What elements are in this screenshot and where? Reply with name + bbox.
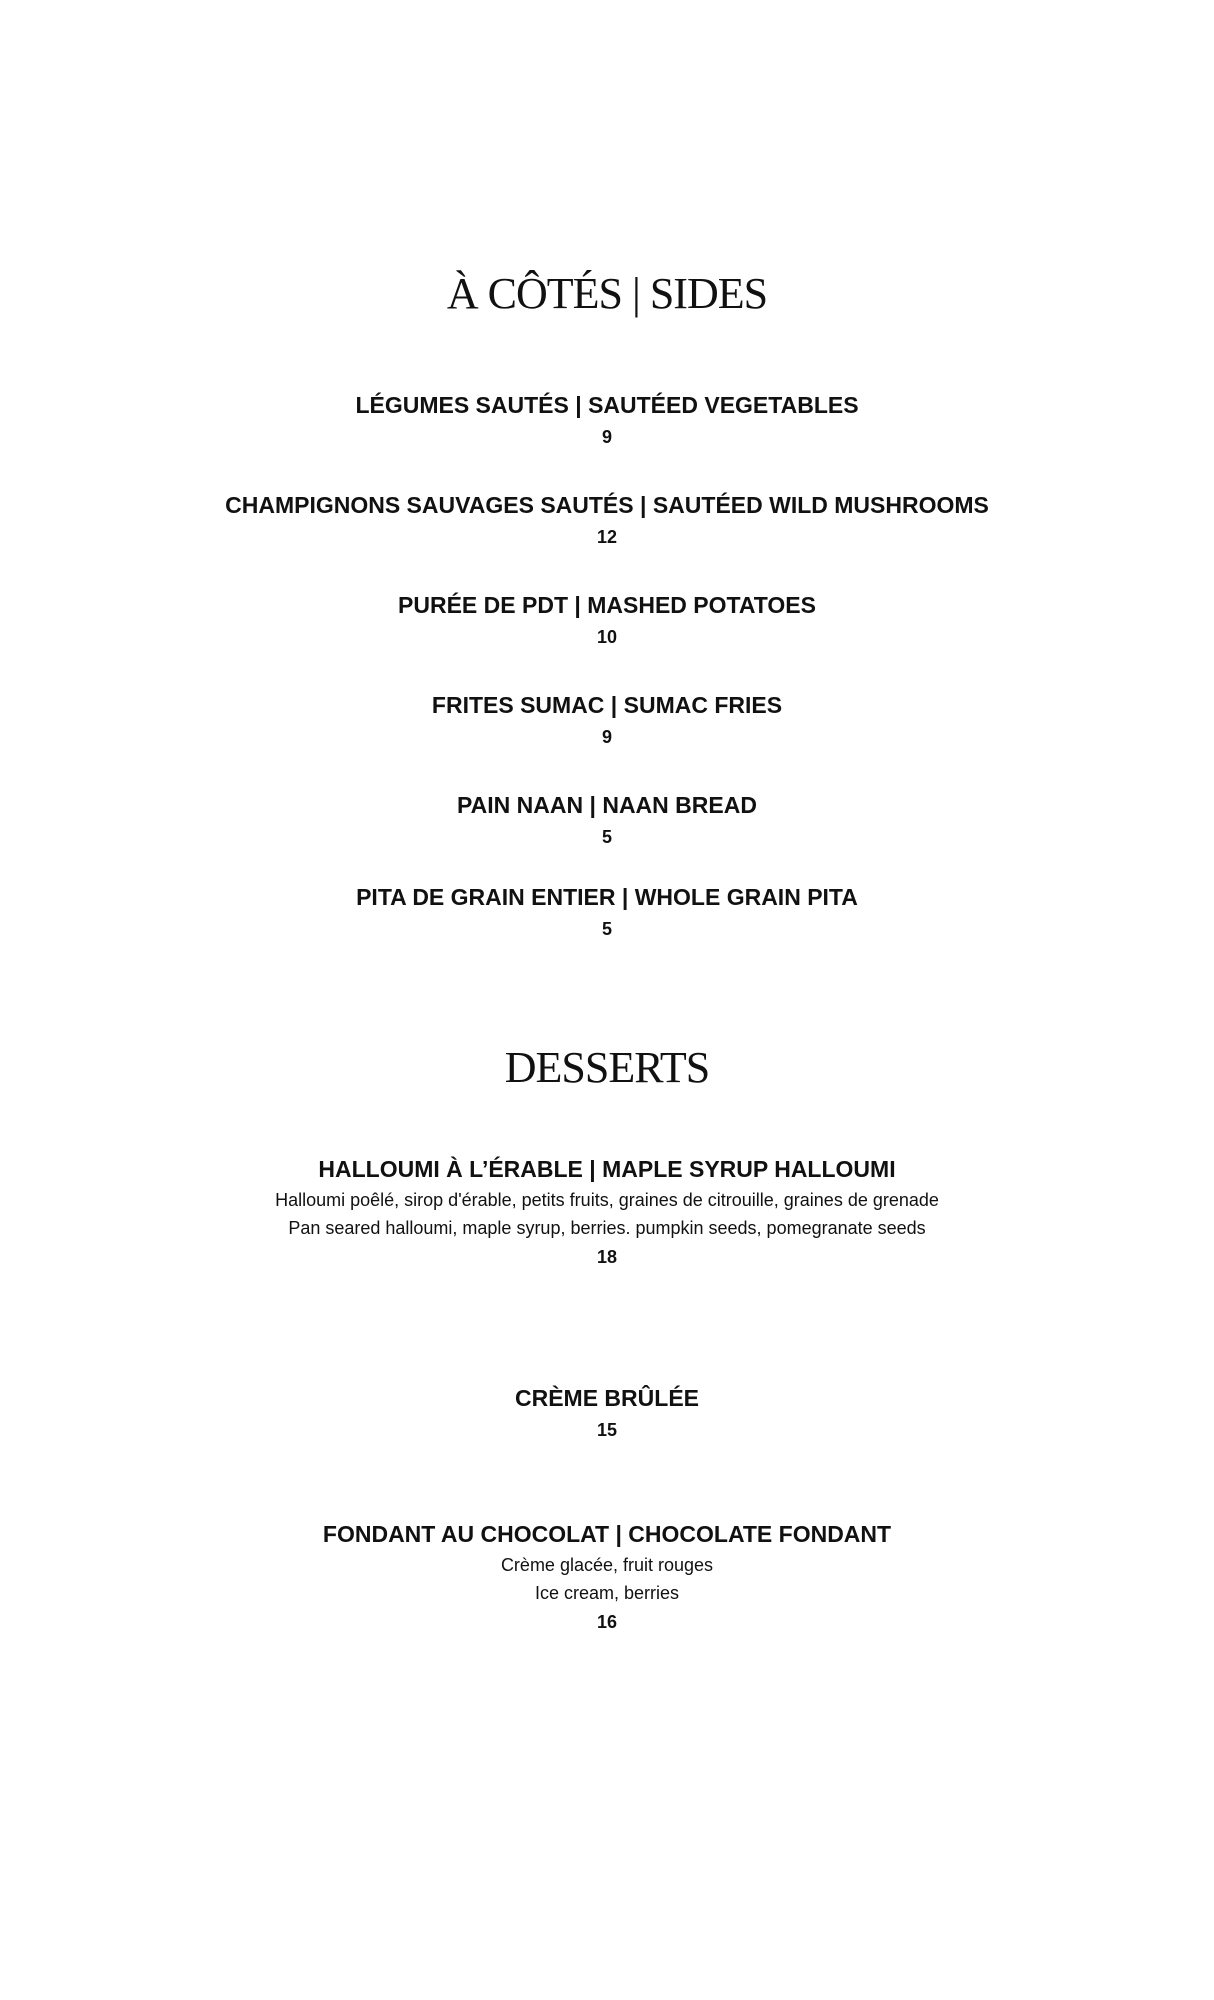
item-price: 12: [596, 527, 618, 547]
item-name: PURÉE DE PDT | MASHED POTATOES: [398, 592, 816, 618]
menu-item: [0, 388, 1214, 452]
item-name: FRITES SUMAC | SUMAC FRIES: [431, 692, 783, 718]
item-name: HALLOUMI À L’ÉRABLE | MAPLE SYRUP HALLOUMI: [318, 1156, 896, 1182]
menu-item: [0, 788, 1214, 852]
menu-item: [0, 688, 1214, 752]
item-price: 15: [596, 1420, 618, 1440]
menu-item: [0, 488, 1214, 552]
item-description-en: Pan seared halloumi, maple syrup, berries. pumpkin seeds, pomegranate seeds: [288, 1218, 926, 1238]
item-description-en: Ice cream, berries: [534, 1583, 680, 1603]
menu-item: [0, 1517, 1214, 1637]
item-price: 5: [601, 827, 612, 847]
menu-item: [0, 588, 1214, 652]
item-name: PITA DE GRAIN ENTIER | WHOLE GRAIN PITA: [356, 884, 858, 910]
item-price: 9: [601, 427, 612, 447]
menu-item: [0, 880, 1214, 944]
item-description-fr: Halloumi poêlé, sirop d'érable, petits fruits, graines de citrouille, graines de grenade: [275, 1190, 939, 1210]
sides-section-title: À CÔTÉS | SIDES: [446, 269, 768, 318]
item-price: 18: [596, 1247, 618, 1267]
item-price: 10: [596, 627, 618, 647]
item-name: LÉGUMES SAUTÉS | SAUTÉED VEGETABLES: [355, 392, 859, 418]
menu-item: [0, 1152, 1214, 1272]
item-name: CRÈME BRÛLÉE: [514, 1385, 699, 1411]
menu-item: [0, 1381, 1214, 1445]
item-price: 5: [601, 919, 612, 939]
item-description-fr: Crème glacée, fruit rouges: [500, 1555, 714, 1575]
item-name: CHAMPIGNONS SAUVAGES SAUTÉS | SAUTÉED WILD MUSHROOMS: [225, 492, 989, 518]
desserts-section-title: DESSERTS: [504, 1043, 710, 1092]
item-price: 16: [596, 1612, 618, 1632]
item-price: 9: [601, 727, 612, 747]
item-name: FONDANT AU CHOCOLAT | CHOCOLATE FONDANT: [322, 1521, 892, 1547]
item-name: PAIN NAAN | NAAN BREAD: [457, 792, 757, 818]
